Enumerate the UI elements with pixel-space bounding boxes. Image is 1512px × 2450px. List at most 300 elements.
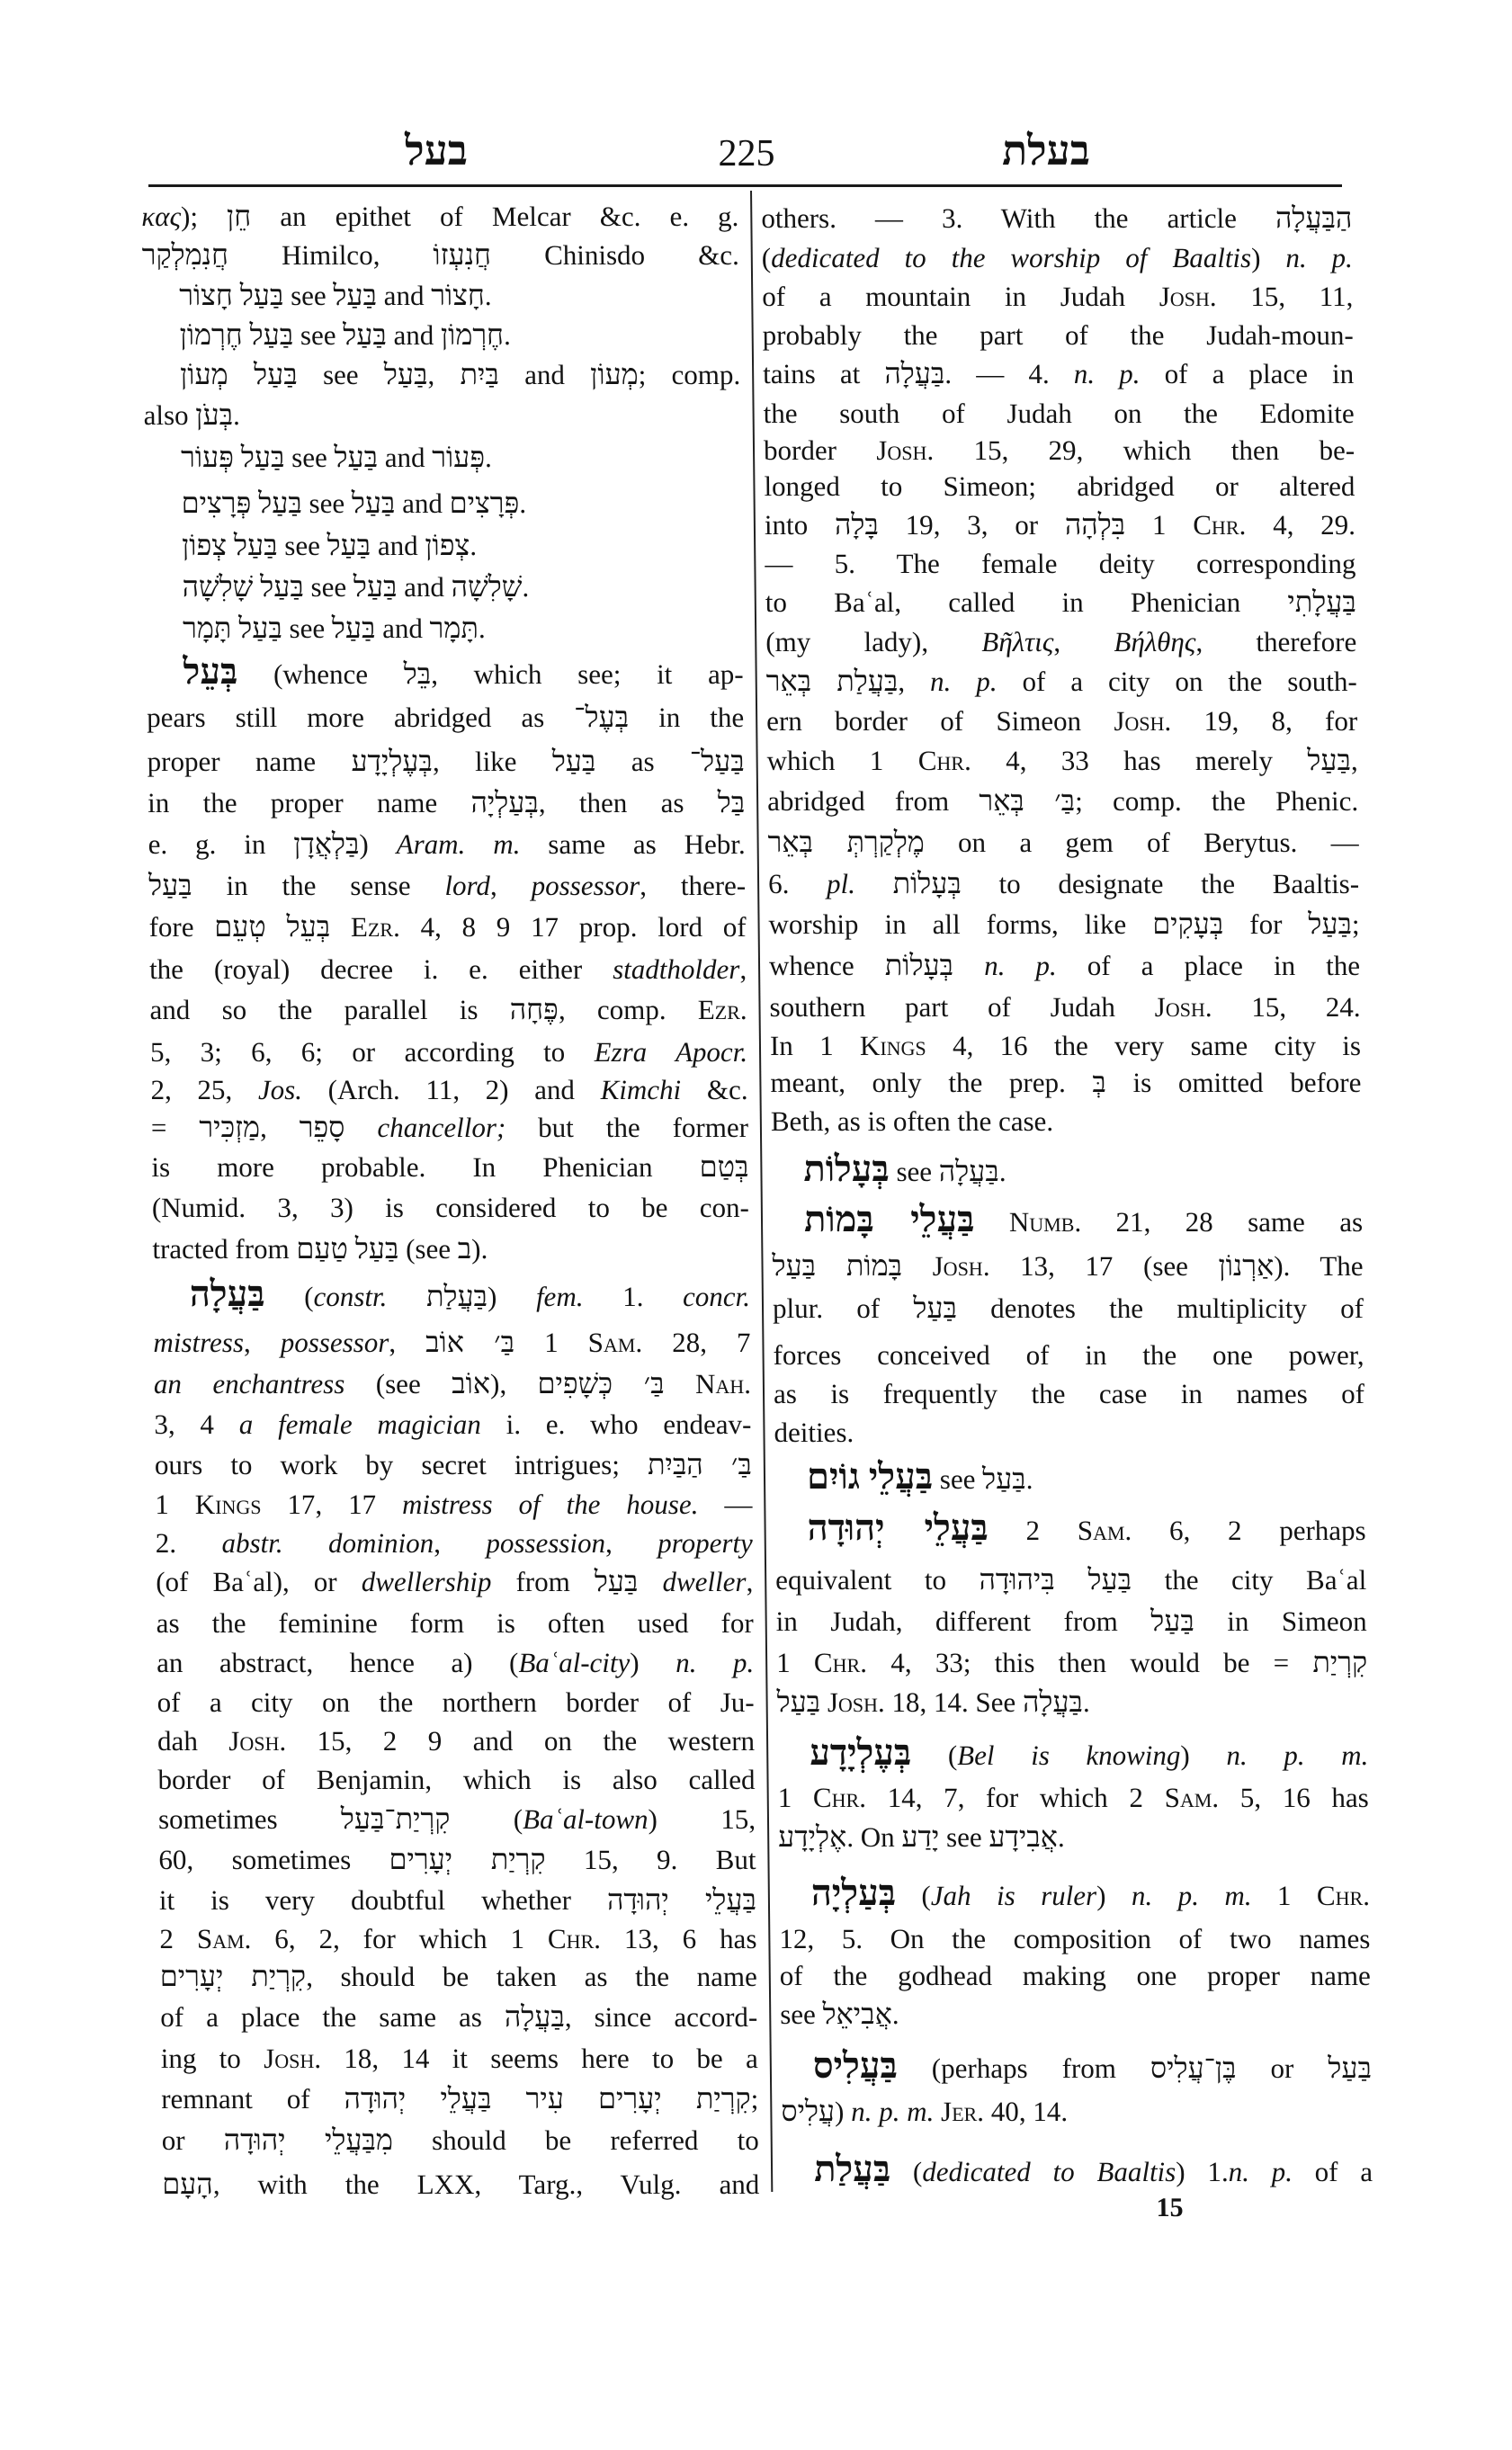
text-run: of a city on the south- bbox=[997, 666, 1357, 697]
text-run: tains at bbox=[762, 358, 885, 389]
hebrew-text: צְפוֹן bbox=[425, 529, 470, 561]
text-line bbox=[159, 1882, 756, 1918]
text-run: (Arch. 11, 2) and bbox=[301, 1074, 601, 1105]
italic-text: fem. bbox=[535, 1281, 584, 1312]
hebrew-text: בַּ׳ כְּשָׁפִים bbox=[537, 1367, 665, 1399]
hebrew-text: בְּעָלוֹת bbox=[892, 867, 962, 899]
text-run: 40, 14. bbox=[983, 2096, 1069, 2127]
text-run: &c. bbox=[680, 1074, 748, 1105]
text-run: is more probable. In Phenician bbox=[151, 1151, 700, 1183]
text-run: — bbox=[698, 1489, 753, 1520]
text-run: Beth, as is often the case. bbox=[770, 1105, 1054, 1137]
text-line bbox=[767, 825, 1358, 861]
text-run: . bbox=[1057, 1821, 1065, 1853]
headword: בַּעֲלֵי גוֹיִם bbox=[806, 1456, 934, 1497]
hebrew-text: בַּעַל טַעַם bbox=[296, 1232, 399, 1265]
text-run: 5, 3; 6, 6; or according to bbox=[149, 1036, 595, 1068]
hebrew-text: בַּעַל bbox=[351, 487, 396, 519]
hebrew-text: חֲנִעְזוֹ bbox=[433, 238, 492, 271]
italic-text: an enchantress bbox=[153, 1368, 345, 1399]
headword: בַּעֲלַת bbox=[813, 2149, 891, 2189]
text-line bbox=[761, 201, 1352, 237]
text-run: forces conceived of in the one power, bbox=[773, 1339, 1364, 1371]
text-line bbox=[765, 507, 1355, 543]
text-line bbox=[156, 1564, 753, 1600]
text-line bbox=[147, 700, 744, 736]
entry-line bbox=[179, 278, 739, 314]
text-line bbox=[766, 664, 1357, 700]
italic-text: possessor bbox=[531, 870, 640, 901]
text-line bbox=[155, 1487, 752, 1523]
hebrew-text: בְּעָקִים bbox=[1152, 908, 1224, 940]
hebrew-text: בַּעַל bbox=[148, 869, 192, 901]
text-run: . bbox=[478, 612, 486, 644]
hebrew-text: בַּעַל פְּעוֹר bbox=[180, 441, 285, 473]
hebrew-text: בַּעַל שָׁלִשָׁה bbox=[182, 570, 305, 603]
hebrew-text: חָצוֹר bbox=[431, 279, 486, 311]
text-line bbox=[150, 1072, 747, 1108]
text-line bbox=[151, 1110, 748, 1146]
text-run: pears still more abridged as bbox=[146, 702, 575, 733]
text-run: and bbox=[375, 612, 430, 644]
text-run: for bbox=[1223, 908, 1309, 940]
book-ref: Sam. bbox=[587, 1327, 643, 1358]
book-ref: Chr. bbox=[547, 1923, 602, 1954]
text-run: and bbox=[498, 359, 591, 390]
text-run: ) bbox=[487, 1281, 537, 1312]
text-run: same as Hebr. bbox=[520, 828, 746, 860]
italic-text: pl. bbox=[826, 868, 856, 899]
text-line bbox=[154, 1407, 751, 1443]
hebrew-text: בַּעַל bbox=[334, 441, 379, 473]
text-run: . bbox=[998, 1156, 1007, 1187]
text-run: or bbox=[161, 2124, 224, 2156]
text-run: and bbox=[376, 280, 432, 311]
italic-text: n. p. m. bbox=[1131, 1880, 1252, 1911]
text-line bbox=[148, 827, 745, 863]
text-line bbox=[776, 1645, 1367, 1681]
text-run bbox=[664, 1368, 695, 1399]
text-run: 6. bbox=[767, 868, 828, 899]
text-line bbox=[768, 907, 1359, 943]
entry-line bbox=[181, 440, 741, 476]
italic-text: Aram. m. bbox=[396, 828, 521, 860]
hebrew-text: בַּעַל bbox=[551, 745, 596, 777]
text-run: dah bbox=[157, 1725, 229, 1757]
text-line bbox=[157, 1723, 755, 1759]
text-run: , bbox=[243, 1327, 281, 1358]
text-run: fore bbox=[148, 911, 215, 943]
text-run: , bbox=[739, 953, 747, 985]
text-run: , like bbox=[432, 746, 553, 777]
text-run: = bbox=[150, 1112, 200, 1143]
book-ref: Josh. bbox=[827, 1686, 885, 1718]
text-run: and bbox=[397, 571, 452, 603]
text-line bbox=[762, 317, 1353, 353]
book-ref: Jer. bbox=[940, 2096, 985, 2127]
hebrew-text: בַּעַל bbox=[981, 1462, 1026, 1495]
italic-text: Bel is knowing bbox=[956, 1739, 1181, 1771]
text-run: to Baʿal, called in Phenician bbox=[765, 586, 1288, 618]
hebrew-text: אֲבִידָע bbox=[989, 1820, 1059, 1853]
text-run: , comp. bbox=[558, 994, 698, 1025]
hebrew-text: אֲבִיאֵל bbox=[822, 1998, 892, 2030]
hebrew-text: בַּעַל תָּמָר bbox=[182, 612, 283, 644]
text-run bbox=[387, 1281, 426, 1312]
italic-text: Baʿal-town bbox=[522, 1803, 649, 1835]
text-line bbox=[142, 237, 739, 273]
italic-text: concr. bbox=[682, 1281, 751, 1312]
italic-text: n. p. m. bbox=[850, 2096, 935, 2127]
text-run: see bbox=[283, 280, 334, 311]
text-line bbox=[770, 1028, 1361, 1064]
text-run: in the bbox=[628, 702, 745, 733]
hebrew-text: בַּעַל bbox=[1328, 2052, 1373, 2084]
text-run: ). The bbox=[1274, 1250, 1364, 1282]
text-run: ( bbox=[890, 2156, 923, 2187]
text-run: 28, 7 bbox=[641, 1327, 751, 1358]
text-run: 6, 2 perhaps bbox=[1132, 1515, 1366, 1546]
entry-line bbox=[183, 651, 744, 693]
hebrew-text: בַּעֲלָה bbox=[938, 1155, 999, 1187]
text-run: 4, 29. bbox=[1246, 509, 1356, 541]
entry-line bbox=[803, 1199, 1364, 1240]
book-ref: Kings bbox=[859, 1030, 926, 1061]
entry-line bbox=[806, 1456, 1365, 1498]
headword: בְּעֵל bbox=[183, 651, 238, 692]
text-run: , since accord- bbox=[564, 2001, 758, 2033]
hebrew-text: בַּעַל פְּרָצִים bbox=[181, 487, 302, 519]
text-run: 4, 33; this then would be = bbox=[866, 1647, 1313, 1678]
text-run: ( bbox=[450, 1803, 523, 1835]
text-line bbox=[762, 279, 1353, 315]
text-run: meant, only the prep. bbox=[770, 1067, 1093, 1098]
text-run: see bbox=[301, 487, 353, 519]
text-run: others. — 3. With the article bbox=[761, 202, 1276, 234]
italic-text: Ezra Apocr. bbox=[594, 1036, 748, 1068]
text-line bbox=[160, 1999, 757, 2035]
text-run: , which see; it ap- bbox=[430, 658, 744, 690]
hebrew-text: בַּעַל־ bbox=[689, 745, 745, 777]
hebrew-text: בַּעֲלָה bbox=[504, 2000, 565, 2033]
text-run: , bbox=[898, 666, 931, 697]
italic-text: dwellership bbox=[361, 1566, 492, 1597]
text-run: (see bbox=[344, 1368, 452, 1399]
text-run: ) bbox=[1180, 1739, 1227, 1771]
hebrew-text: תָּמָר bbox=[429, 612, 479, 644]
hebrew-text: חֲנִמִלְקַר bbox=[141, 238, 229, 271]
entry-line bbox=[807, 1507, 1366, 1549]
book-ref: Ezr. bbox=[697, 994, 747, 1025]
text-run: 15, 24. bbox=[1212, 991, 1361, 1023]
hebrew-text: חֶרְמוֹן bbox=[440, 318, 505, 351]
text-run: an abstract, hence a) ( bbox=[156, 1647, 519, 1678]
text-run: ing to bbox=[160, 2043, 264, 2074]
text-run bbox=[344, 1112, 377, 1143]
hebrew-text: בֵּל bbox=[403, 657, 432, 690]
text-run bbox=[902, 1250, 933, 1282]
book-ref: Chr. bbox=[812, 1782, 867, 1813]
text-run: In 1 bbox=[769, 1030, 861, 1061]
text-run: . — 4. bbox=[944, 358, 1074, 389]
text-run: ) bbox=[630, 1647, 676, 1678]
text-run: 15, 9. But bbox=[545, 1844, 756, 1875]
text-run: . On bbox=[846, 1821, 902, 1853]
text-run: or bbox=[1236, 2052, 1329, 2084]
hebrew-text: בְּעֶלְיָדָע bbox=[351, 745, 434, 777]
left-guide-word: בעל bbox=[405, 128, 468, 174]
text-run: of a place in the bbox=[1056, 950, 1361, 981]
text-run: . bbox=[232, 399, 240, 431]
hebrew-text: בַּעַל bbox=[1150, 1605, 1195, 1637]
hebrew-text: בַּעַל בִּיהוּדָה bbox=[979, 1563, 1132, 1596]
hebrew-text: מִבַּעֲלֵי יְהוּדָה bbox=[223, 2124, 394, 2156]
hebrew-text: פֶּחָה bbox=[509, 993, 559, 1025]
text-run: from bbox=[491, 1566, 595, 1597]
signature-mark: 15 bbox=[1156, 2193, 1184, 2222]
right-guide-word: בעלת bbox=[1002, 128, 1090, 174]
book-ref: Josh. bbox=[1159, 281, 1217, 312]
text-run: 21, 28 same as bbox=[1080, 1206, 1364, 1238]
hebrew-text: קִרְיַת יְעָרִים עִיר בַּעֲלֵי יְהוּדָה bbox=[344, 2082, 751, 2115]
text-line bbox=[143, 398, 740, 434]
text-run: also bbox=[143, 399, 196, 431]
text-line bbox=[148, 909, 746, 945]
hebrew-text: בַּעַל bbox=[383, 358, 428, 390]
text-run: (perhaps from bbox=[897, 2052, 1151, 2084]
book-ref: Nah. bbox=[694, 1368, 752, 1399]
text-line bbox=[152, 1231, 749, 1267]
hebrew-text: בְּעַלְיָה bbox=[470, 786, 539, 818]
text-line bbox=[770, 1065, 1361, 1101]
text-run: 2. bbox=[155, 1527, 222, 1559]
italic-text: n. p. bbox=[1285, 242, 1353, 273]
text-line bbox=[776, 1685, 1367, 1721]
hebrew-text: בְּעֶל־ bbox=[574, 701, 630, 733]
text-run: the (royal) decree i. e. either bbox=[148, 953, 613, 985]
book-ref: Sam. bbox=[1164, 1782, 1220, 1813]
book-ref: Josh. bbox=[228, 1725, 287, 1757]
hebrew-text: בַּעַל bbox=[1307, 744, 1352, 776]
text-line bbox=[161, 2041, 758, 2077]
text-run bbox=[330, 911, 351, 943]
text-line bbox=[152, 1190, 749, 1226]
text-run: 15, 11, bbox=[1216, 281, 1354, 312]
text-run: , there- bbox=[640, 870, 747, 901]
text-run: , bbox=[433, 1527, 487, 1559]
text-run: of a mountain in Judah bbox=[762, 281, 1159, 312]
italic-text: n. p. bbox=[1228, 2156, 1293, 2187]
text-run: ; bbox=[750, 2083, 759, 2115]
text-run: . bbox=[503, 319, 511, 351]
text-line bbox=[156, 1525, 753, 1561]
book-ref: Josh. bbox=[1154, 991, 1212, 1023]
text-run: 19, 8, for bbox=[1171, 705, 1358, 737]
text-line bbox=[153, 1325, 750, 1361]
text-run: — 5. The female deity corresponding bbox=[765, 548, 1356, 579]
headword: בַּעֲלָה bbox=[189, 1274, 265, 1314]
text-run: , bbox=[389, 1327, 426, 1358]
text-run: ), bbox=[489, 1368, 538, 1399]
text-line bbox=[780, 1997, 1371, 2033]
italic-text: constr. bbox=[313, 1281, 388, 1312]
text-line bbox=[771, 1104, 1362, 1140]
italic-text: property bbox=[658, 1527, 753, 1559]
text-run: the south of Judah on the Edomite bbox=[763, 398, 1355, 429]
hebrew-text: אֶלְיָדָע bbox=[777, 1820, 847, 1853]
hebrew-text: בַּעַל bbox=[327, 529, 371, 561]
text-run: and so the parallel is bbox=[149, 994, 510, 1025]
italic-text: n. p. bbox=[929, 666, 998, 697]
text-run: (Numid. 3, 3) is considered to be con- bbox=[151, 1192, 750, 1223]
text-line bbox=[778, 1780, 1369, 1816]
text-run: . bbox=[1082, 1686, 1090, 1718]
book-ref: Numb. bbox=[1008, 1206, 1082, 1238]
hebrew-text: מֶלְקַרְתְּ בְּאֵר bbox=[767, 826, 925, 858]
text-line bbox=[778, 1820, 1369, 1855]
italic-text: dweller bbox=[662, 1566, 747, 1597]
text-run: , should be taken as the name bbox=[305, 1961, 757, 1992]
text-run: , bbox=[427, 359, 461, 390]
text-run: is omitted before bbox=[1105, 1067, 1362, 1098]
text-run: . bbox=[522, 571, 530, 603]
text-run: of a bbox=[1292, 2156, 1373, 2187]
text-line bbox=[781, 2094, 1372, 2130]
text-run: see bbox=[939, 1821, 989, 1853]
text-run: tracted from bbox=[152, 1233, 297, 1265]
headword: בְּעַלְיָה bbox=[810, 1873, 897, 1913]
text-run: and bbox=[370, 530, 425, 561]
text-run: denotes the multiplicity of bbox=[956, 1292, 1364, 1324]
text-run bbox=[638, 1566, 662, 1597]
text-line bbox=[763, 356, 1354, 392]
text-run: southern part of Judah bbox=[769, 991, 1155, 1023]
hebrew-text: בִּלְהָה bbox=[1064, 508, 1126, 541]
hebrew-text: הַבַּעֲלָה bbox=[1275, 201, 1353, 234]
hebrew-text: בַּעֲלָה bbox=[884, 357, 945, 389]
hebrew-text: בַּעֲלֵי יְהוּדָה bbox=[606, 1883, 757, 1916]
text-run: , bbox=[604, 1527, 658, 1559]
italic-text: n. p. bbox=[1073, 358, 1141, 389]
page-number: 225 bbox=[718, 133, 775, 174]
entry-line bbox=[803, 1149, 1362, 1190]
text-run: see bbox=[780, 1998, 823, 2030]
hebrew-text: קִרְיַת יְעָרִים bbox=[389, 1843, 546, 1875]
italic-text: stadtholder bbox=[612, 953, 740, 985]
text-run: , bbox=[489, 870, 532, 901]
text-line bbox=[157, 1762, 755, 1798]
text-run: ) bbox=[1250, 242, 1286, 273]
hebrew-text: בְּעָלוֹת bbox=[884, 949, 954, 981]
text-line bbox=[141, 199, 738, 235]
hebrew-text: בָּלָה bbox=[834, 508, 879, 541]
italic-text: n. p. bbox=[675, 1647, 755, 1678]
text-run: an epithet of Melcar &c. e. g. bbox=[250, 201, 739, 232]
hebrew-text: יָדַע bbox=[901, 1820, 940, 1853]
text-line bbox=[161, 2081, 758, 2117]
text-run: 2 bbox=[159, 1923, 198, 1954]
text-run: longed to Simeon; abridged or altered bbox=[764, 470, 1355, 502]
text-run: see bbox=[303, 571, 354, 603]
book-ref: Chr. bbox=[813, 1647, 868, 1678]
hebrew-text: בַּעֲלָה bbox=[1022, 1685, 1084, 1718]
hebrew-text: בַּעַל bbox=[353, 570, 398, 603]
hebrew-text: בַּעַל צְפוֹן bbox=[181, 529, 278, 561]
text-run: see bbox=[297, 359, 385, 390]
text-run: 4, 16 the very same city is bbox=[926, 1030, 1362, 1061]
hebrew-text: בַּלְאֲדָן bbox=[293, 827, 360, 860]
hebrew-text: אַרְנוֹן bbox=[1218, 1249, 1275, 1282]
text-run: sometimes bbox=[157, 1803, 342, 1835]
text-run: of a city on the northern border of Ju- bbox=[157, 1686, 755, 1718]
text-run: see bbox=[932, 1463, 983, 1495]
text-run: 4, 8 9 17 prop. lord of bbox=[399, 911, 747, 943]
text-run bbox=[855, 868, 893, 899]
entry-line bbox=[182, 569, 742, 605]
text-run: see bbox=[889, 1156, 939, 1187]
hebrew-text: בַּעַל bbox=[594, 1565, 639, 1597]
text-run: plur. of bbox=[772, 1292, 914, 1324]
text-run: in Judah, different from bbox=[775, 1605, 1151, 1637]
text-line bbox=[774, 1376, 1364, 1412]
text-run: . bbox=[1025, 1463, 1033, 1495]
text-run: deities. bbox=[774, 1417, 854, 1448]
text-line bbox=[149, 952, 747, 988]
text-run: ; bbox=[1351, 908, 1360, 940]
hebrew-text: בַּעַל bbox=[331, 612, 376, 644]
text-line bbox=[159, 1921, 756, 1957]
text-run: (of Baʿal), or bbox=[156, 1566, 362, 1597]
text-run: , bbox=[746, 1566, 754, 1597]
text-run: ; comp. the Phenic. bbox=[1074, 785, 1359, 817]
text-line bbox=[156, 1605, 753, 1641]
entry-line bbox=[181, 486, 741, 522]
text-run: of a place in bbox=[1140, 358, 1355, 389]
hebrew-text: ב bbox=[457, 1232, 472, 1265]
text-line bbox=[155, 1447, 752, 1483]
text-run: ) bbox=[359, 828, 397, 860]
text-run: equivalent to bbox=[775, 1564, 980, 1596]
text-line bbox=[773, 1337, 1364, 1373]
text-run: see bbox=[284, 442, 335, 473]
text-run: e. g. in bbox=[148, 828, 294, 860]
text-run: , with the LXX, Targ., Vulg. and bbox=[212, 2168, 760, 2200]
text-run: should be referred to bbox=[392, 2124, 759, 2156]
hebrew-text: פְּעוֹר bbox=[432, 441, 486, 473]
hebrew-text: בָּמוֹת בַּעַל bbox=[772, 1249, 903, 1282]
hebrew-text: בְּ bbox=[1092, 1066, 1107, 1098]
italic-text: a female magician bbox=[238, 1408, 482, 1440]
text-run: 1 bbox=[1124, 509, 1194, 541]
text-run: in the proper name bbox=[147, 787, 471, 818]
text-run: (my lady), bbox=[765, 626, 982, 657]
text-run: in Simeon bbox=[1194, 1605, 1367, 1637]
italic-text: Jos. bbox=[257, 1074, 303, 1105]
text-line bbox=[765, 585, 1356, 621]
text-run: ; comp. bbox=[638, 359, 741, 390]
hebrew-text: בַּעַל חָצוֹר bbox=[179, 279, 284, 311]
hebrew-text: בַּעַל bbox=[343, 318, 387, 351]
text-run bbox=[974, 1206, 1009, 1238]
headword: בַּעֲלִיס bbox=[812, 2045, 898, 2086]
text-line bbox=[150, 1034, 747, 1070]
text-line bbox=[768, 866, 1359, 902]
text-run: see bbox=[282, 612, 333, 644]
hebrew-text: מְעוֹן bbox=[590, 358, 639, 390]
headword: בְּעֶלְיָדָע bbox=[809, 1732, 912, 1773]
text-run: whence bbox=[768, 950, 885, 981]
text-line bbox=[765, 546, 1355, 582]
